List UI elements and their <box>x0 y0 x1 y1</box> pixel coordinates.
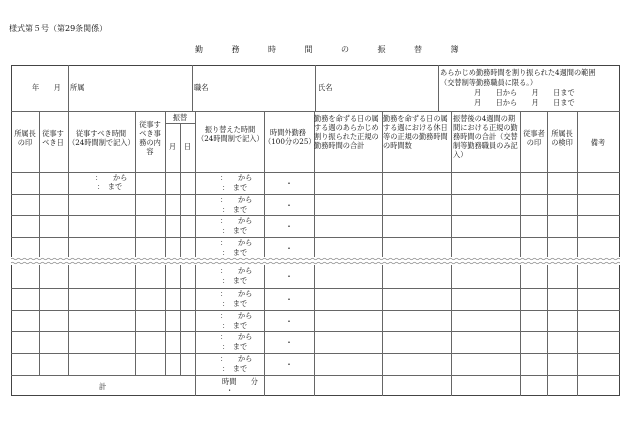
col-month: 月 <box>168 142 177 151</box>
grid-line <box>192 65 193 111</box>
title-char: 務 <box>231 45 240 54</box>
range-note: （交替制等勤務職員に限る。） <box>440 78 538 87</box>
range-period-1: 月 日から 月 日まで <box>474 88 575 97</box>
year-month-label: 年 月 <box>32 83 61 92</box>
grid-line <box>438 65 439 111</box>
transfer-time-until: ： まで <box>222 226 248 235</box>
title-char: の <box>341 45 349 54</box>
grid-line <box>11 237 620 238</box>
total-dot: ・ <box>226 386 234 395</box>
col-work-content: 従事すべき事務の内容 <box>139 120 161 156</box>
transfer-time-from: ： から <box>220 195 253 204</box>
col-day: 日 <box>183 142 192 151</box>
col-remarks: 備考 <box>590 138 606 147</box>
grid-line <box>11 288 620 289</box>
affiliation-label: 所属 <box>70 83 85 92</box>
transfer-time-until: ： まで <box>222 342 248 351</box>
grid-line <box>315 65 316 111</box>
col-work-time: 従事すべき時間（24時間制で記入） <box>68 129 135 147</box>
title-char: 替 <box>414 45 422 54</box>
title-char: 振 <box>377 45 386 54</box>
col-worker-seal: 従事者の印 <box>523 129 545 147</box>
range-label: あらかじめ勤務時間を割り振られた4週間の範囲 <box>440 68 596 77</box>
transfer-time-from: ： から <box>220 266 253 275</box>
page-title <box>195 44 487 55</box>
col-head-seal: 所属長の印 <box>14 129 36 147</box>
overtime-decimal-dot: ・ <box>285 244 293 253</box>
transfer-time-until: ： まで <box>222 364 248 373</box>
transfer-time-until: ： まで <box>222 299 248 308</box>
overtime-decimal-dot: ・ <box>285 360 293 369</box>
grid-line <box>68 65 69 111</box>
grid-line <box>11 375 620 376</box>
col-head-check: 所属長の検印 <box>551 129 573 147</box>
overtime-decimal-dot: ・ <box>285 338 293 347</box>
transfer-time-from: ： から <box>220 332 253 341</box>
job-title-label: 職名 <box>194 83 209 92</box>
col-after-total: 振替後の4週間の期間における正規の勤務時間の合計（交替制等勤務職員のみ記入） <box>453 114 518 159</box>
col-overtime: 時間外勤務（100分の25） <box>264 128 316 146</box>
overtime-decimal-dot: ・ <box>285 317 293 326</box>
grid-line <box>68 111 69 375</box>
title-char: 時 <box>268 45 276 54</box>
grid-line <box>11 353 620 354</box>
wavy-break-lines <box>11 257 620 265</box>
grid-line <box>165 123 195 124</box>
grid-line <box>180 123 181 375</box>
transfer-time-until: ： まで <box>222 276 248 285</box>
transfer-time-from: ： から <box>220 354 253 363</box>
grid-line <box>11 111 620 112</box>
title-char: 簿 <box>450 45 459 54</box>
transfer-time-until: ： まで <box>222 321 248 330</box>
transfer-time-until: ： まで <box>222 248 248 257</box>
overtime-decimal-dot: ・ <box>285 295 293 304</box>
grid-line <box>39 111 40 375</box>
transfer-time-from: ： から <box>220 238 253 247</box>
work-time-until: ： まで <box>97 182 123 191</box>
overtime-decimal-dot: ・ <box>285 201 293 210</box>
transfer-time-from: ： から <box>220 311 253 320</box>
transfer-time-until: ： まで <box>222 183 248 192</box>
omission-break <box>11 257 620 265</box>
col-work-day: 従事すべき日 <box>42 129 64 147</box>
title-char: 間 <box>304 45 313 54</box>
overtime-decimal-dot: ・ <box>285 272 293 281</box>
col-holiday-hours: 勤務を命ずる日の属する週における休日等の正規の勤務時間の時間数 <box>383 114 448 150</box>
work-time-from: ： から <box>95 173 128 182</box>
col-transfer-time: 振り替えた時間（24時間制で記入） <box>197 125 264 143</box>
transfer-time-until: ： まで <box>222 205 248 214</box>
grid-line <box>11 310 620 311</box>
range-period-2: 月 日から 月 日まで <box>474 98 575 107</box>
grid-line <box>11 331 620 332</box>
col-week-total: 勤務を命ずる日の属する週のあらかじめ割り振られた正規の勤務時間の合計 <box>314 114 379 150</box>
grid-line <box>11 215 620 216</box>
transfer-time-from: ： から <box>220 289 253 298</box>
total-hours-minutes: 時間 分 <box>222 377 258 386</box>
col-transfer: 振替 <box>172 113 188 122</box>
title-char: 勤 <box>195 45 203 54</box>
total-label: 計 <box>99 382 107 391</box>
transfer-time-from: ： から <box>220 216 253 225</box>
overtime-decimal-dot: ・ <box>285 179 293 188</box>
form-number: 様式第５号（第29条関係） <box>9 24 108 33</box>
transfer-time-from: ： から <box>220 173 253 182</box>
overtime-decimal-dot: ・ <box>285 222 293 231</box>
name-label: 氏名 <box>318 83 333 92</box>
grid-line <box>11 194 620 195</box>
